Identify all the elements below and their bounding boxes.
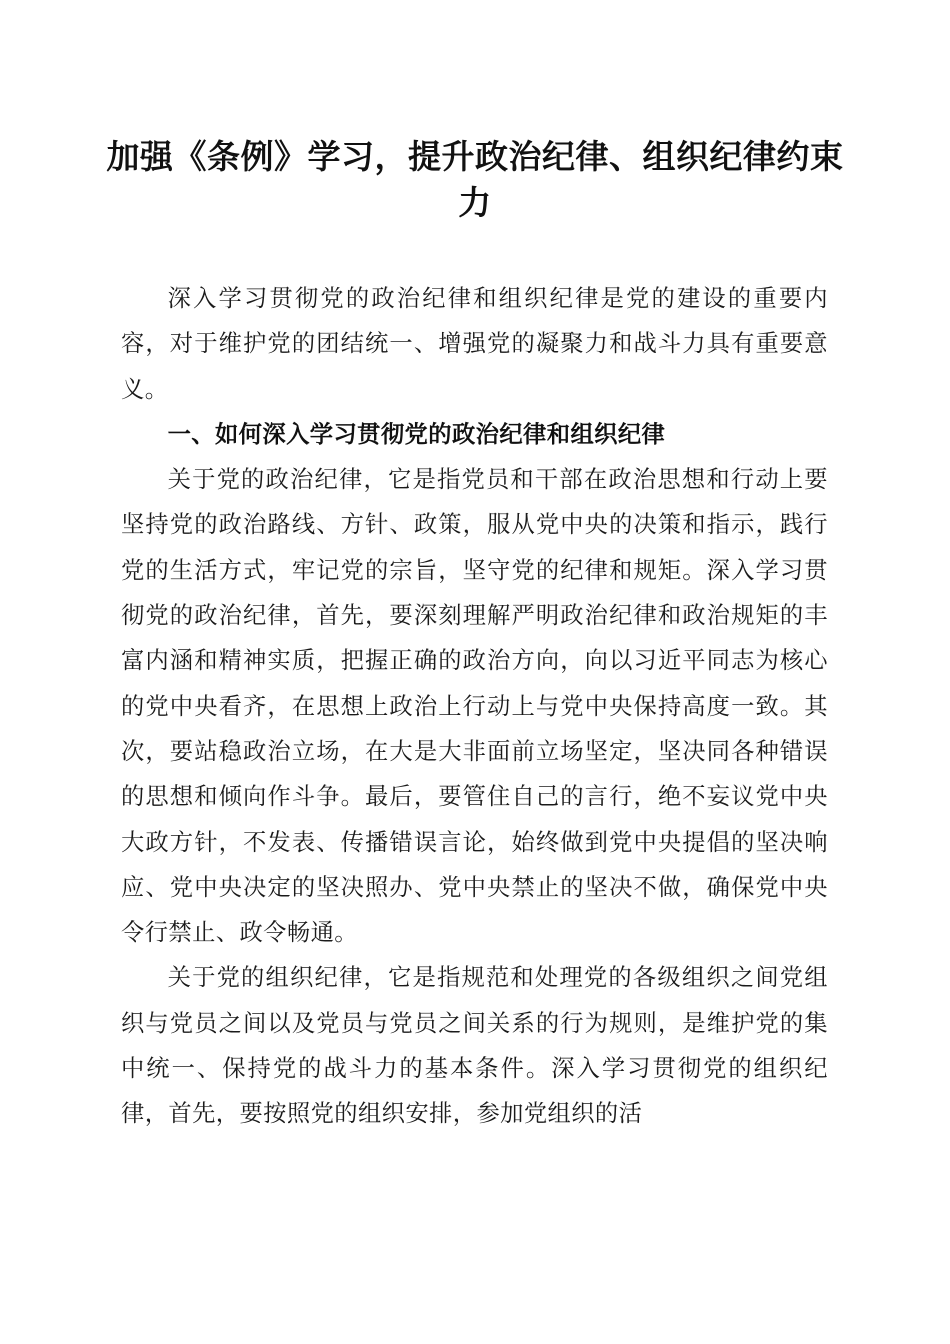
section-heading: 一、如何深入学习贯彻党的政治纪律和组织纪律	[167, 420, 666, 448]
document-body	[121, 276, 828, 1137]
document-title: 加强《条例》学习，提升政治纪律、组织纪律约束力	[106, 137, 844, 222]
political-discipline-paragraph: 关于党的政治纪律，它是指党员和干部在政治思想和行动上要坚持党的政治路线、方针、政策，服从党中央的决策和指示，践行党的生活方式，牢记党的宗旨，坚守党的纪律和规矩。深入学习贯彻党的政治纪律，首先，要深刻理解严明政治纪律和政治规矩的丰富内涵和精神实质，把握正确的政治方向，向以习近平同志为核心的党中央看齐，在思想上政治上行动上与党中央保持高度一致。其次，要站稳政治立场，在大是大非面前立场坚定，坚决同各种错误的思想和倾向作斗争。最后，要管住自己的言行，绝不妄议党中央大政方针，不发表、传播错误言论，始终做到党中央提倡的坚决响应、党中央决定的坚决照办、党中央禁止的坚决不做，确保党中央令行禁止、政令畅通。	[121, 466, 828, 947]
organizational-discipline-paragraph: 关于党的组织纪律，它是指规范和处理党的各级组织之间党组织与党员之间以及党员与党员之间关系的行为规则，是维护党的集中统一、保持党的战斗力的基本条件。深入学习贯彻党的组织纪律，首先，要按照党的组织安排，参加党组织的活	[121, 964, 828, 1128]
intro-paragraph: 深入学习贯彻党的政治纪律和组织纪律是党的建设的重要内容，对于维护党的团结统一、增强党的凝聚力和战斗力具有重要意义。	[121, 285, 828, 403]
